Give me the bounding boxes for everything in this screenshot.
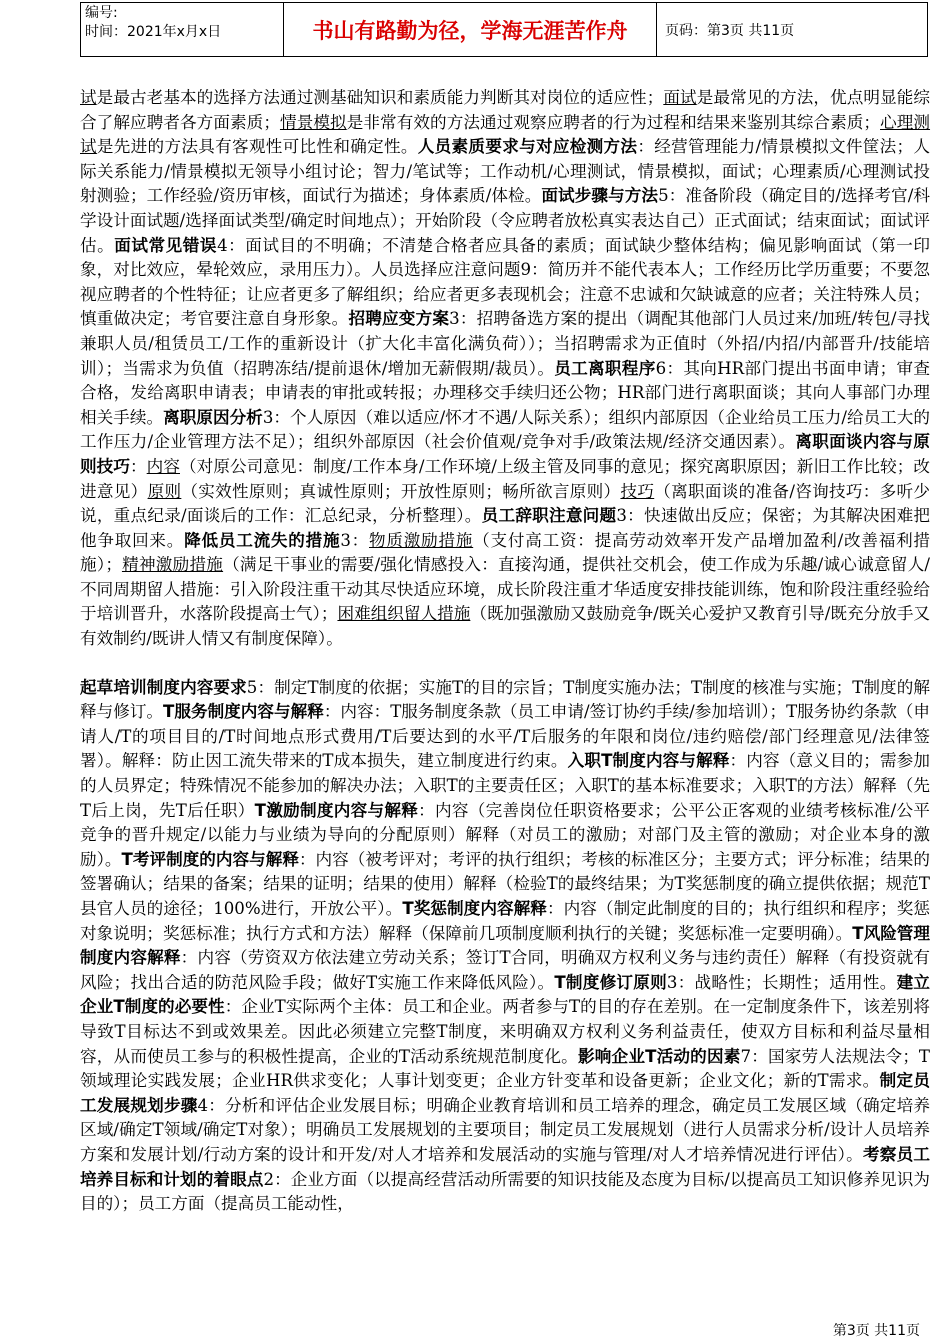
underlined-term: 面试 [663, 88, 697, 107]
body-text-run: （对原公司意见：制度/工作本身/工作环境/上级主管及同事的意见；探究离职原因；新旧工作比较；改进意见） [80, 456, 931, 501]
body-text-run: ：经营管理能力/情景模拟文件筐法；人际关系能力/情景模拟无领导小组讨论；智力/笔试等；工作动机/心理测试，情景模拟，面试；心理素质/心理测试投射测验；工作经验/资历审核，面试行为描述；身体素质/体检。 [80, 137, 931, 206]
underlined-term: 物质激励措施 [369, 530, 474, 550]
body-text-run: 3：战略性；长期性；适用性。 [666, 972, 897, 992]
underlined-term: 心理测试 [80, 112, 931, 157]
header-page-info: 页码：第3页 共11页 [665, 22, 795, 39]
header-number-label: 编号: [85, 5, 118, 21]
body-text-run: 4：面试目的不明确；不清楚合格者应具备的素质；面试缺少整体结构；偏见影响面试（第一印象，对比效应，晕轮效应，录用压力）。人员选择应注意问题9：简历并不能代表本人；工作经历比学历重要；不要忽视应聘者的个性特征；让应者更多了解组织；给应者更多表现机会；注意不忠诚和欠缺诚意的应者；关注特殊人员；慎重做决定；考官要注意自身形象。 [80, 235, 931, 329]
document-body [80, 86, 930, 1217]
header-meta [81, 3, 284, 56]
page-footer: 第3页 共11页 [832, 1323, 920, 1339]
body-text-run: ：内容（劳资双方依法建立劳动关系；签订T合同，明确双方权利义务与违约责任）解释（有投资就有风险；找出合适的防范风险手段；做好T实施工作来降低风险）。 [80, 948, 930, 992]
section-heading: 起草培训制度内容要求 [80, 677, 247, 697]
body-text-run: （离职面谈的准备/咨询技巧：多听少说，重点纪录/面谈后的工作：汇总纪录，分析整理）。 [80, 481, 931, 526]
section-heading: 降低员工流失的措施 [184, 530, 341, 550]
body-text-run: ：内容（完善岗位任职资格要求；公平公正客观的业绩考核标准/公平竞争的晋升规定/以能力与业绩为导向的分配原则）解释（对员工的激励；对部门及主管的激励；对企业本身的激励）。 [80, 800, 930, 869]
section-heading: T奖惩制度内容解释 [402, 899, 547, 918]
body-text-run: ：内容：T服务制度条款（员工申请/签订协约手续/参加培训）；T服务协约条款（申请人/T的项目目的/T时间地点形式费用/T后要达到的水平/T后服务的年限和岗位/违约赔偿/部门经理意见/法律签署）。解释：防止因工流失带来的T成本损失，建立制度进行约束。 [80, 702, 931, 771]
body-text-run: ：内容（制定此制度的目的；执行组织和程序；奖惩对象说明；奖惩标准；执行方式和方法）解释（保障前几项制度顺利执行的关键；奖惩标准一定要明确）。 [80, 899, 930, 943]
underlined-term: 试 [80, 88, 97, 107]
body-text-run: 3：个人原因（难以适应/怀才不遇/人际关系）；组织内部原因（企业给员工压力/给员工大的工作压力/企业管理方法不足）；组织外部原因（社会价值观/竞争对手/政策法规/经济交通因素）。 [80, 407, 931, 452]
body-text-run: 4：分析和评估企业发展目标；明确企业教育培训和员工培养的理念，确定员工发展区域（确定培养区域/确定T领域/确定T对象）；明确员工发展规划的主要项目；制定员工发展规划（进行人员需求分析/设计人员培养方案和发展计划/行动方案的设计和开发/对人才培养和发展活动的实施与管理/对人才培养情况进行评估）。 [80, 1095, 931, 1164]
underlined-term: 情景模拟 [279, 112, 347, 132]
body-text-run: 3：快速做出反应；保密；为其解决困难把他争取回来。 [80, 506, 930, 550]
underlined-term: 技巧 [620, 481, 655, 501]
section-heading: 考察员工培养目标和计划的着眼点 [80, 1144, 930, 1189]
section-heading: T风险管理制度内容解释 [80, 923, 930, 968]
section-heading: 面试常见错误 [114, 235, 218, 255]
section-heading: T激励制度内容与解释 [254, 800, 419, 820]
body-text-run: 是最古老基本的选择方法通过测基础知识和素质能力判断其对岗位的适应性； [96, 88, 664, 107]
page-header [80, 2, 928, 57]
header-motto: 书山有路勤为径，学海无涯苦作舟 [284, 3, 657, 56]
section-heading: T服务制度内容与解释 [163, 702, 324, 722]
body-text-run: 6：其向HR部门提出书面申请；审查合格，发给离职申请表；申请表的审批或转报；办理移交手续归还公物；HR部门进行离职面谈；其向人事部门办理相关手续。 [80, 358, 931, 427]
section-heading: 员工辞职注意问题 [481, 506, 617, 526]
body-text-run: 是先进的方法具有客观性可比性和确定性。 [96, 137, 418, 157]
section-heading: 招聘应变方案 [348, 309, 450, 329]
section-heading: 员工离职程序 [554, 358, 656, 378]
body-text-run: ：企业T实际两个主体：员工和企业。两者参与T的目的存在差别。在一定制度条件下，该差别将导致T目标达不到或效果差。因此必须建立完整T制度，来明确双方权利义务利益责任，使双方目标和利益尽量相容，从而使员工参与的积极性提高，企业的T活动系统规范制度化。 [80, 997, 930, 1066]
body-text-run: （实效性原则；真诚性原则；开放性原则；畅所欲言原则） [181, 481, 621, 501]
underlined-term: 困难组织留人措施 [337, 604, 471, 624]
body-paragraph [80, 86, 930, 652]
body-text-run: （既加强激励又鼓励竞争/既关心爱护又教育引导/既充分放手又有效制约/既讲人情又有制度保障）。 [80, 604, 931, 649]
section-heading: 入职T制度内容与解释 [567, 751, 730, 771]
body-paragraph [80, 676, 930, 1217]
section-heading: T制度修订原则 [554, 972, 667, 992]
header-time-label: 时间：2021年x月x日 [85, 24, 222, 40]
underlined-term: 原则 [147, 481, 182, 501]
body-text-run: 是非常有效的方法通过观察应聘者的行为过程和结果来鉴别其综合素质； [346, 112, 881, 132]
section-heading: 建立企业T制度的必要性 [80, 972, 930, 1017]
body-text-run: ：内容（被考评对；考评的执行组织；考核的标准区分；主要方式；评分标准；结果的签署确认；结果的备案；结果的证明；结果的使用）解释（检验T的最终结果；为T奖惩制度的确立提供依据；规范T县官人员的途径；100%进行，开放公平）。 [80, 849, 930, 918]
section-heading: 离职原因分析 [163, 407, 263, 427]
body-text-run: 3：招聘备选方案的提出（调配其他部门人员过来/加班/转包/寻找兼职人员/租赁员工/工作的重新设计（扩大化丰富化满负荷））；当招聘需求为正值时（外招/内招/内部晋升/技能培训）；当需求为负值（招聘冻结/提前退休/增加无薪假期/裁员）。 [80, 309, 931, 378]
body-text-run: 7：国家劳人法规法令；T领域理论实践发展；企业HR供求变化；人事计划变更；企业方针变革和设备更新；企业文化；新的T需求。 [80, 1046, 930, 1091]
body-text-run: ：内容（意义目的；需参加的人员界定；特殊情况不能参加的解决办法；入职T的主要责任区；入职T的基本标准要求；入职T的方法）解释（先T后上岗，先T后任职） [80, 751, 930, 820]
body-text-run: 5：准备阶段（确定目的/选择考官/科学设计面试题/选择面试类型/确定时间地点）；开始阶段（令应聘者放松真实表达自己）正式面试；结束面试；面试评估。 [80, 186, 930, 255]
section-heading: 影响企业T活动的因素 [577, 1046, 741, 1066]
section-heading: 人员素质要求与对应检测方法 [417, 137, 638, 157]
body-text-run: 5：制定T制度的依据；实施T的目的宗旨；T制度实施办法；T制度的核准与实施；T制度的解释与修订。 [80, 677, 930, 722]
body-text-run: 2：企业方面（以提高经营活动所需要的知识技能及态度为目标/以提高员工知识修养见识为目的）；员工方面（提高员工能动性， [80, 1169, 930, 1214]
section-heading: 离职面谈内容与原则技巧 [80, 432, 930, 476]
section-heading: 制定员工发展规划步骤 [80, 1071, 931, 1115]
section-heading: 面试步骤与方法 [541, 186, 659, 206]
underlined-term: 精神激励措施 [121, 555, 224, 575]
underlined-term: 内容 [146, 456, 180, 476]
body-text-run: ： [130, 456, 147, 476]
body-text-run: 3： [340, 530, 370, 550]
section-heading: T考评制度的内容与解释 [121, 849, 299, 869]
body-text-run: 是最常见的方法，优点明显能综合了解应聘者各方面素质； [80, 88, 931, 132]
body-text-run: （支付高工资：提高劳动效率开发产品增加盈利/改善福利措施）； [80, 530, 931, 575]
body-text-run: （满足干事业的需要/强化情感投入：直接沟通，提供社交机会，使工作成为乐趣/诚心诚意留人/不同周期留人措施：引入阶段注重干动其尽快适应环境，成长阶段注重才华适度安排技能训练，饱和阶段注重经验给于培训晋升，水落阶段提高士气）； [80, 555, 930, 624]
